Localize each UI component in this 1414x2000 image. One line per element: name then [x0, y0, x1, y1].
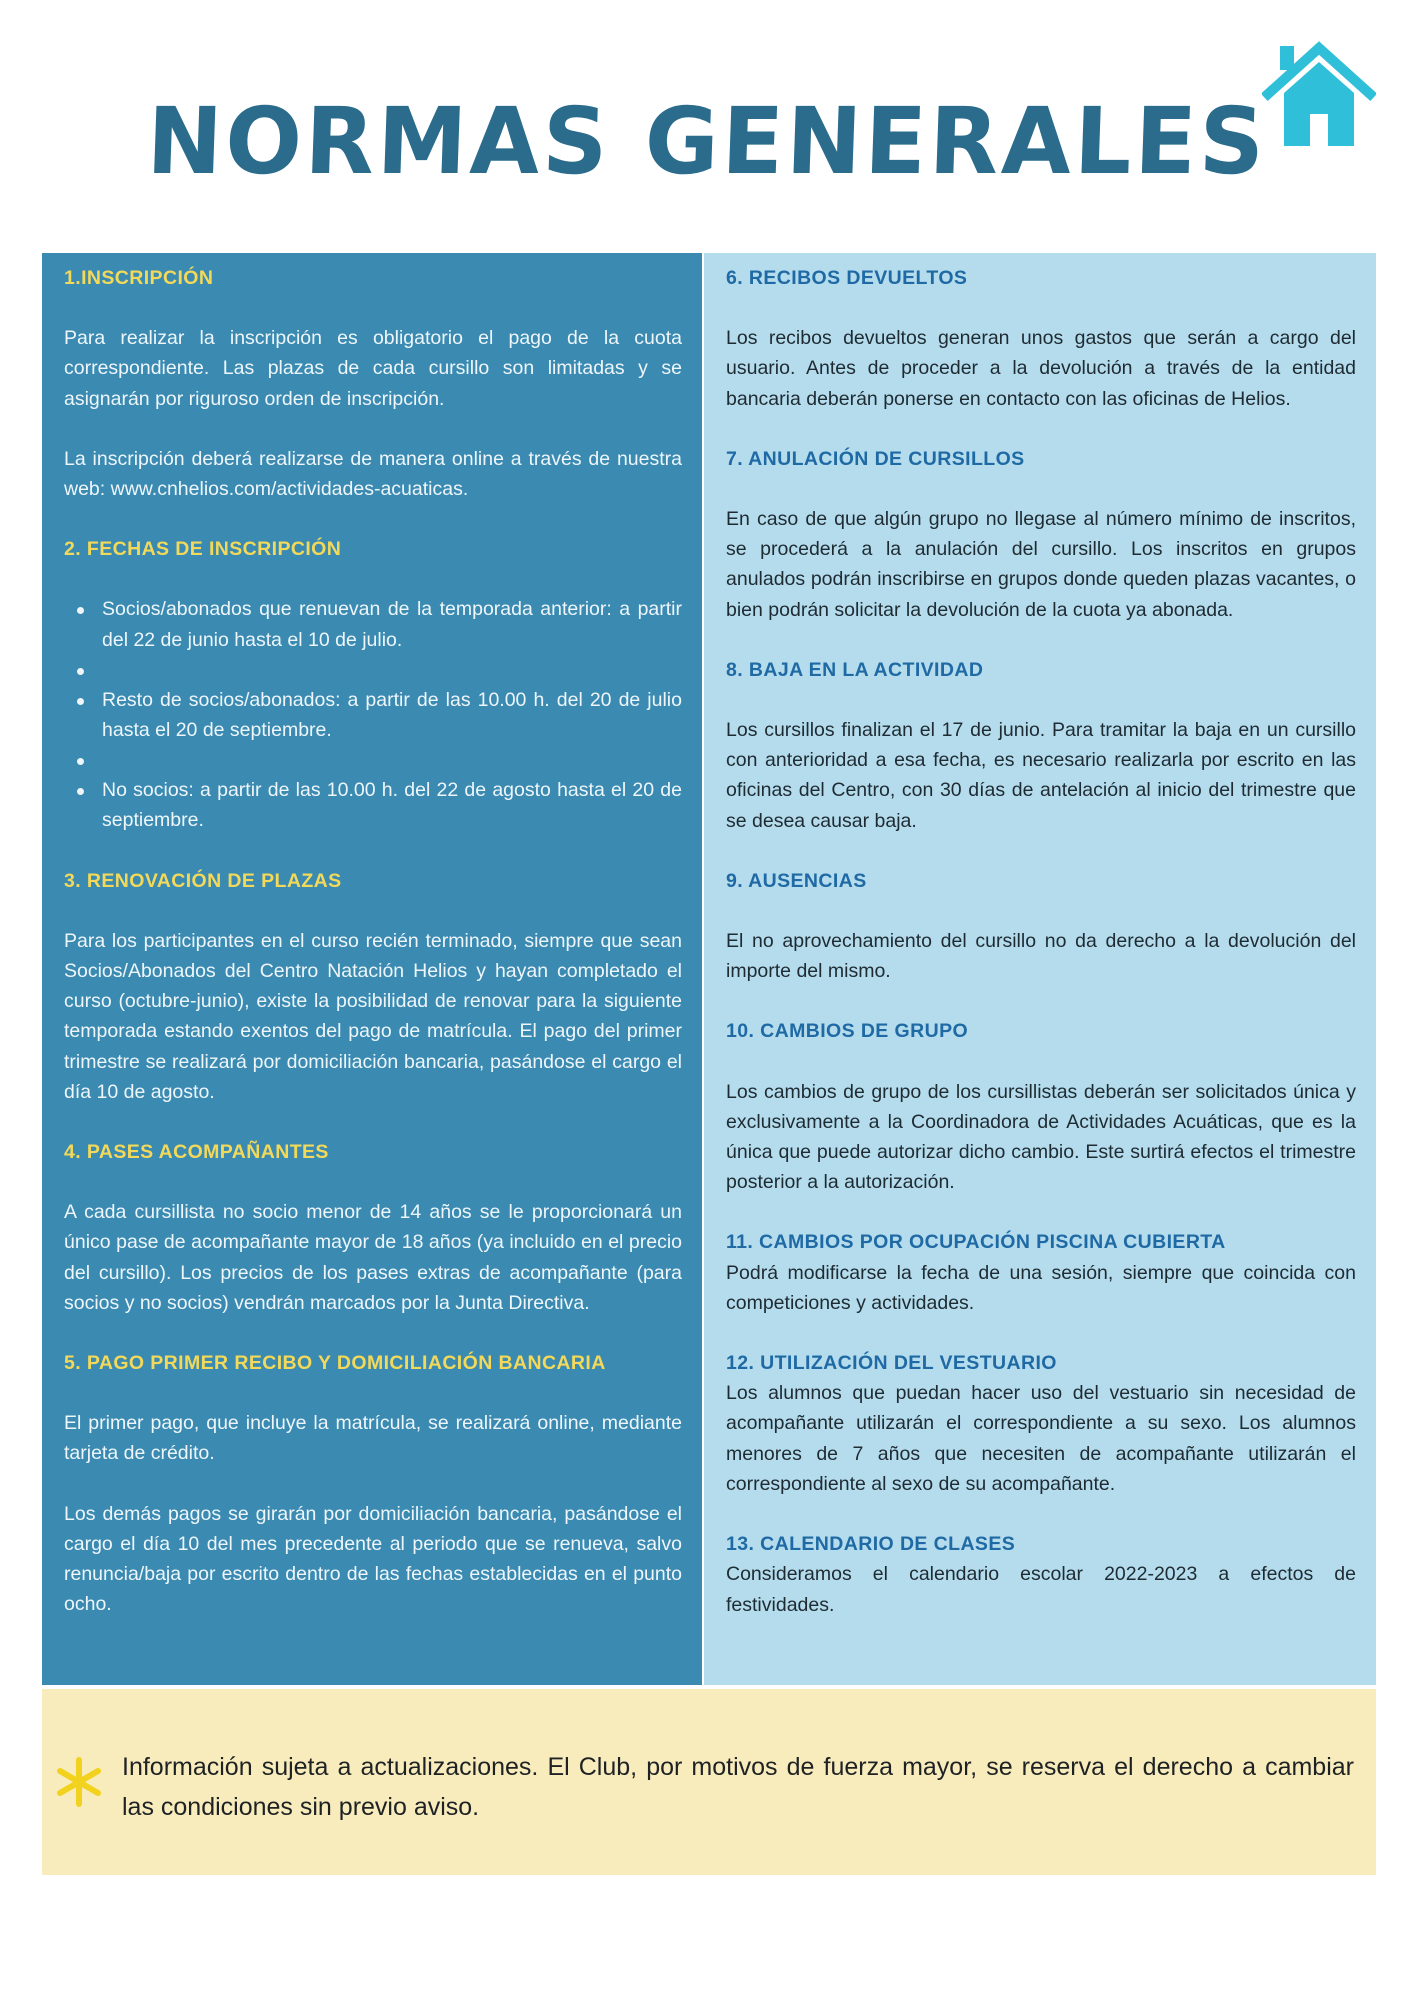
list-item: Socios/abonados que renuevan de la temporada anterior: a partir del 22 de junio hasta el 10 de julio. [64, 594, 682, 654]
section-text: Los alumnos que puedan hacer uso del vestuario sin necesidad de acompañante utilizarán el correspondiente a su sexo. Los alumnos menores de 7 años que necesiten de acompañante utilizarán el correspondiente al sexo de su acompañante. [726, 1382, 1356, 1495]
section-text: Consideramos el calendario escolar 2022-2023 a efectos de festividades. [726, 1563, 1356, 1616]
section-heading-anulacion: 7. ANULACIÓN DE CURSILLOS [726, 447, 1025, 470]
section-heading-fechas: 2. FECHAS DE INSCRIPCIÓN [64, 538, 342, 561]
section-heading-ausencias: 9. AUSENCIAS [726, 869, 867, 892]
section-text: Para los participantes en el curso recién terminado, siempre que sean Socios/Abonados del Centro Natación Helios y hayan completado el curso (octubre-junio), existe la posibilidad de renovar para la siguiente temporada estando exentos del pago de matrícula. El pago del primer trimestre se realizará por domiciliación bancaria, pasándose el cargo el día 10 de agosto. [64, 929, 682, 1103]
section-heading-inscripcion: 1.INSCRIPCIÓN [64, 267, 214, 289]
right-column [704, 253, 1376, 1685]
section-text: El no aprovechamiento del cursillo no da derecho a la devolución del importe del mismo. [726, 930, 1356, 983]
page-title: NORMAS GENERALES [145, 88, 1269, 195]
section-heading-baja: 8. BAJA EN LA ACTIVIDAD [726, 658, 984, 681]
section-text: La inscripción deberá realizarse de manera online a través de nuestra web: www.cnhelios.com/actividades-acuaticas. [64, 447, 682, 501]
dates-list [64, 594, 682, 835]
left-column [42, 253, 702, 1685]
section-text: Podrá modificarse la fecha de una sesión, siempre que coincida con competiciones y actividades. [726, 1261, 1356, 1314]
section-text: Los demás pagos se girarán por domiciliación bancaria, pasándose el cargo el día 10 del mes precedente al periodo que se renueva, salvo renuncia/baja por escrito dentro de las fechas establecidas en el punto ocho. [64, 1502, 682, 1616]
section-text: Los cursillos finalizan el 17 de junio. Para tramitar la baja en un cursillo con anterioridad a esa fecha, es necesario realizarla por escrito en las oficinas del Centro, con 30 días de antelación al inicio del trimestre que se desea causar baja. [726, 719, 1356, 832]
section-heading-vestuario: 12. UTILIZACIÓN DEL VESTUARIO [726, 1352, 1057, 1375]
list-item: Resto de socios/abonados: a partir de las 10.00 h. del 20 de julio hasta el 20 de septiembre. [64, 685, 682, 745]
section-heading-calendario: 13. CALENDARIO DE CLASES [726, 1533, 1016, 1556]
section-text: A cada cursillista no socio menor de 14 años se le proporcionará un único pase de acompañante mayor de 18 años (ya incluido en el precio del cursillo). Los precios de los pases extras de acompañante (para socios y no socios) vendrán marcados por la Junta Directiva. [64, 1201, 682, 1314]
list-item: No socios: a partir de las 10.00 h. del 22 de agosto hasta el 20 de septiembre. [64, 775, 682, 835]
notice-text: Información sujeta a actualizaciones. El Club, por motivos de fuerza mayor, se reserva el derecho a cambiar las condiciones sin previo aviso. [122, 1753, 1354, 1821]
section-text: El primer pago, que incluye la matrícula, se realizará online, mediante tarjeta de crédito. [64, 1412, 682, 1465]
section-heading-renovacion: 3. RENOVACIÓN DE PLAZAS [64, 869, 342, 892]
section-heading-cambios-grupo: 10. CAMBIOS DE GRUPO [726, 1020, 969, 1043]
section-text: Los cambios de grupo de los cursillistas deberán ser solicitados única y exclusivamente a la Coordinadora de Actividades Acuáticas, que es la única que puede autorizar dicho cambio. Este surtirá efectos el trimestre posterior a la autorización. [726, 1080, 1356, 1194]
section-text: Los recibos devueltos generan unos gastos que serán a cargo del usuario. Antes de proceder a la devolución a través de la entidad bancaria deberán ponerse en contacto con las oficinas de Helios. [726, 327, 1356, 410]
asterisk-icon [54, 1757, 104, 1807]
section-heading-pases: 4. PASES ACOMPAÑANTES [64, 1141, 329, 1164]
home-icon [1262, 38, 1376, 150]
notice-box [42, 1689, 1376, 1875]
section-heading-ocupacion: 11. CAMBIOS POR OCUPACIÓN PISCINA CUBIERTA [726, 1231, 1226, 1254]
section-heading-recibos: 6. RECIBOS DEVUELTOS [726, 267, 968, 289]
section-heading-pago: 5. PAGO PRIMER RECIBO Y DOMICILIACIÓN BANCARIA [64, 1352, 606, 1375]
section-text: En caso de que algún grupo no llegase al número mínimo de inscritos, se procederá a la anulación del cursillo. Los inscritos en grupos anulados podrán inscribirse en grupos donde queden plazas vacantes, o bien podrán solicitar la devolución de la cuota ya abonada. [726, 508, 1356, 621]
section-text: Para realizar la inscripción es obligatorio el pago de la cuota correspondiente. Las plazas de cada cursillo son limitadas y se asignarán por riguroso orden de inscripción. [64, 327, 682, 410]
